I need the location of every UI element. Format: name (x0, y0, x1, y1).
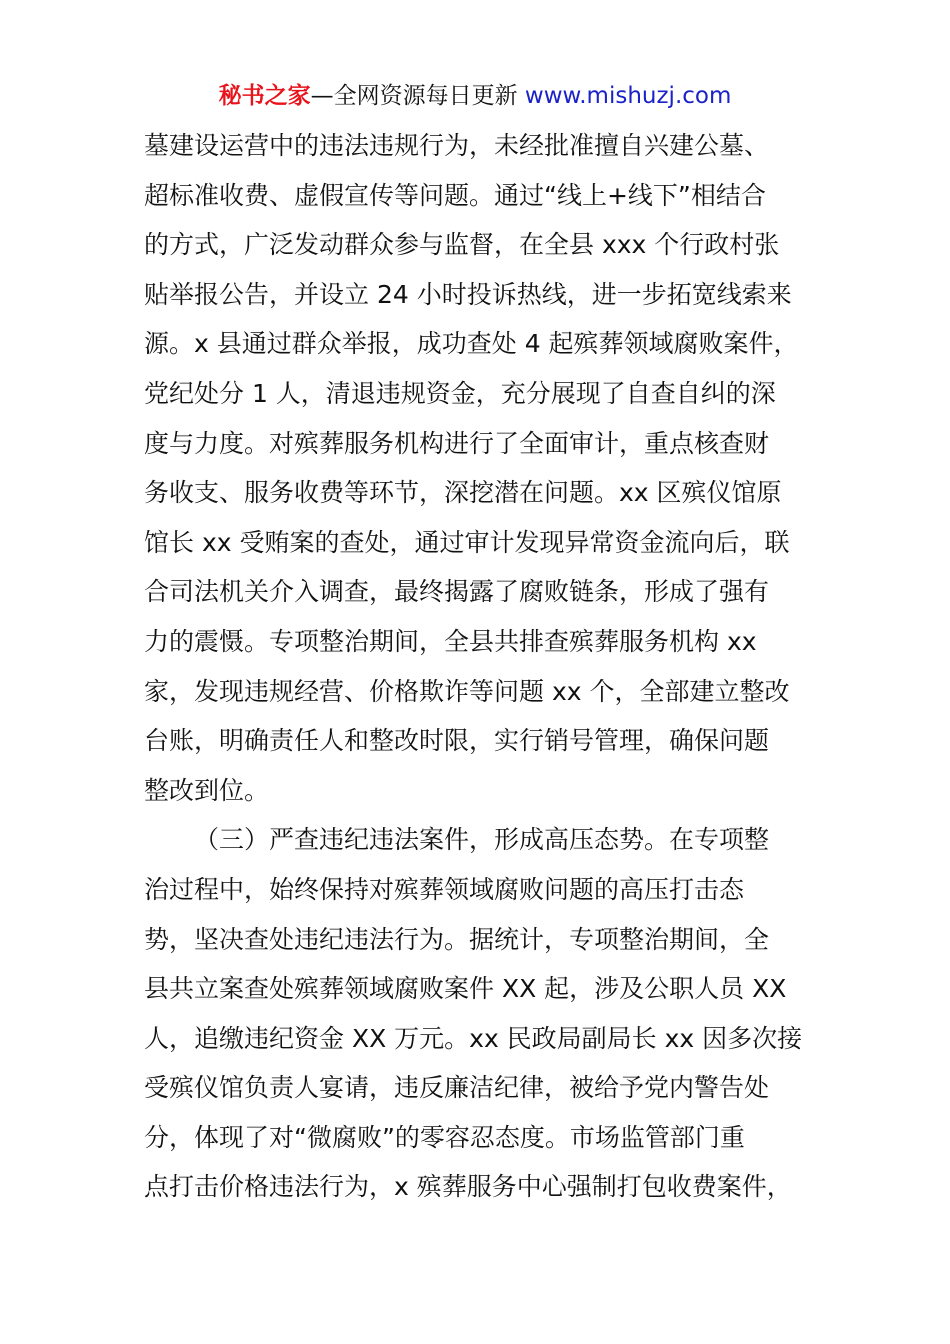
text-line: 力的震慑。专项整治期间，全县共排查殡葬服务机构 xx (144, 626, 757, 656)
text-line: 治过程中，始终保持对殡葬领域腐败问题的高压打击态 (144, 874, 745, 904)
page-header (0, 80, 950, 112)
text-line: 馆长 xx 受贿案的查处，通过审计发现异常资金流向后，联 (144, 527, 790, 557)
document-body (144, 121, 814, 1212)
text-line: 合司法机关介入调查，最终揭露了腐败链条，形成了强有 (144, 577, 770, 607)
text-line: 受殡仪馆负责人宴请，违反廉洁纪律，被给予党内警告处 (144, 1073, 770, 1103)
text-line: 度与力度。对殡葬服务机构进行了全面审计，重点核查财 (144, 428, 770, 458)
text-line: 党纪处分 1 人，清退违规资金，充分展现了自查自纠的深 (144, 378, 776, 408)
text-line: 家，发现违规经营、价格欺诈等问题 xx 个，全部建立整改 (144, 676, 790, 706)
text-line: 点打击价格违法行为，x 殡葬服务中心强制打包收费案件， (144, 1172, 792, 1202)
text-line: 的方式，广泛发动群众参与监督，在全县 xxx 个行政村张 (144, 230, 780, 260)
section-heading-line: （三）严查违纪违法案件，形成高压态势。在专项整 (194, 825, 770, 855)
text-line: 贴举报公告，并设立 24 小时投诉热线，进一步拓宽线索来 (144, 279, 792, 309)
site-url-link[interactable]: www.mishuzj.com (524, 83, 732, 109)
text-line: 分，体现了对“微腐败”的零容忍态度。市场监管部门重 (144, 1122, 745, 1152)
text-line: 台账，明确责任人和整改时限，实行销号管理，确保问题 (144, 726, 770, 756)
text-line: 务收支、服务收费等环节，深挖潜在问题。xx 区殡仪馆原 (144, 478, 782, 508)
text-line: 势，坚决查处违纪违法行为。据统计，专项整治期间，全 (144, 924, 770, 954)
text-line: 超标准收费、虚假宣传等问题。通过“线上+线下”相结合 (144, 180, 766, 210)
text-line: 源。x 县通过群众举报，成功查处 4 起殡葬领域腐败案件， (144, 329, 799, 359)
text-line: 整改到位。 (144, 775, 270, 805)
text-line: 县共立案查处殡葬领域腐败案件 XX 起，涉及公职人员 XX (144, 974, 787, 1004)
text-line: 人，追缴违纪资金 XX 万元。xx 民政局副局长 xx 因多次接 (144, 1023, 803, 1053)
site-brand: 秘书之家 (218, 83, 311, 109)
text-line: 墓建设运营中的违法违规行为，未经批准擅自兴建公墓、 (144, 131, 770, 160)
site-tagline: —全网资源每日更新 (310, 83, 518, 109)
